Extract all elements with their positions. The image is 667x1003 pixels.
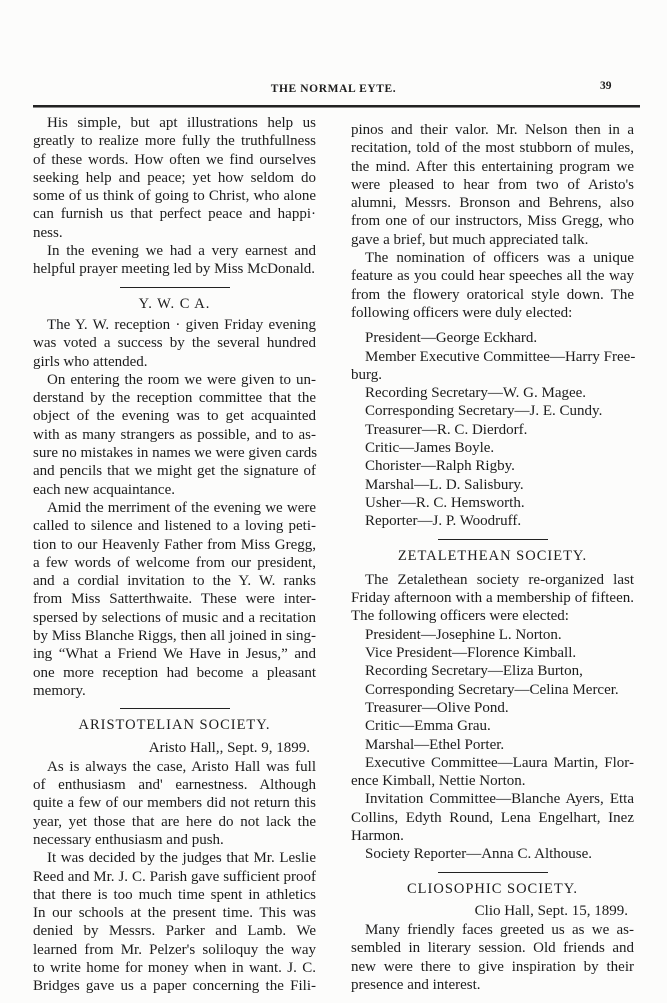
text-line: memory. bbox=[33, 682, 86, 699]
text-line: object of the evening was to get acquainted bbox=[33, 408, 316, 425]
dateline: Clio Hall, Sept. 15, 1899. bbox=[474, 902, 628, 919]
text-line: quite a few of our members did not return this bbox=[33, 795, 316, 812]
running-head-title: THE NORMAL EYTE. bbox=[270, 83, 397, 95]
paragraph bbox=[351, 402, 634, 420]
text-line: ence Kimball, Nettie Norton. bbox=[351, 773, 526, 790]
text-line: alumni, Messrs. Bronson and Behrens, also bbox=[351, 195, 634, 212]
section-divider bbox=[438, 872, 548, 873]
text-line: His simple, but apt illustrations help us bbox=[47, 115, 316, 131]
section-heading: ARISTOTELIAN SOCIETY. bbox=[78, 717, 271, 734]
left-column bbox=[33, 114, 316, 996]
text-line: Critic—Emma Grau. bbox=[365, 718, 491, 735]
text-line: tion to our Heavenly Father from Miss Gregg, bbox=[33, 536, 316, 553]
dateline: Aristo Hall,, Sept. 9, 1899. bbox=[148, 739, 310, 756]
paragraph bbox=[351, 457, 634, 475]
text-line: The nomination of officers was a unique bbox=[365, 250, 634, 267]
text-line: Chorister—Ralph Rigby. bbox=[365, 458, 515, 475]
text-line: Usher—R. C. Hemsworth. bbox=[365, 494, 525, 511]
text-line: Amid the merriment of the evening we were bbox=[47, 499, 316, 516]
paragraph bbox=[351, 754, 634, 791]
text-line: greatly to realize more fully the truthfullness bbox=[33, 133, 316, 150]
text-line: sembled in literary session. Old friends and bbox=[351, 940, 634, 957]
text-line: Harmon. bbox=[351, 827, 404, 844]
right-column bbox=[351, 121, 634, 994]
text-line: spersed by selections of music and a recitation bbox=[33, 609, 316, 626]
paragraph bbox=[351, 699, 634, 717]
paragraph bbox=[351, 662, 634, 680]
paragraph bbox=[33, 758, 316, 849]
text-line: girls who attended. bbox=[33, 353, 148, 370]
text-line: each new acquaintance. bbox=[33, 481, 175, 498]
paragraph bbox=[351, 626, 634, 644]
paragraph bbox=[351, 845, 634, 863]
paragraph bbox=[351, 249, 634, 322]
section-divider bbox=[438, 539, 548, 540]
text-line: Marshal—Ethel Porter. bbox=[365, 736, 505, 753]
paragraph bbox=[351, 384, 634, 402]
text-line: Vice President—Florence Kimball. bbox=[365, 645, 577, 662]
text-line: recitation, told of the most stubborn of mules, bbox=[351, 140, 634, 157]
paragraph bbox=[351, 681, 634, 699]
text-line: called to silence and listened to a loving peti- bbox=[33, 518, 316, 535]
text-line: Marshal—L. D. Salisbury. bbox=[365, 476, 524, 493]
text-line: one more reception had become a pleasant bbox=[33, 664, 316, 681]
paragraph bbox=[33, 316, 316, 371]
paragraph bbox=[33, 114, 316, 242]
text-line: presence and interest. bbox=[351, 977, 481, 994]
text-line: Society Reporter—Anna C. Althouse. bbox=[365, 846, 593, 863]
text-line: new were there to give inspiration by their bbox=[351, 958, 634, 975]
paragraph bbox=[351, 790, 634, 845]
text-line: Member Executive Committee—Harry Free- bbox=[365, 348, 636, 365]
text-line: derstand by the reception committee that the bbox=[33, 390, 316, 407]
text-line: learned from Mr. Pelzer's soliloquy the way bbox=[33, 941, 316, 958]
section-heading: Y. W. C A. bbox=[138, 295, 211, 312]
text-line: that there is too much time spent in athletics bbox=[33, 886, 316, 903]
paragraph bbox=[33, 849, 316, 995]
text-line: necessary enthusiasm and push. bbox=[33, 831, 224, 848]
paragraph bbox=[351, 329, 634, 347]
text-line: can furnish us that perfect peace and happi· bbox=[33, 206, 316, 223]
paragraph bbox=[351, 512, 634, 530]
paragraph bbox=[351, 571, 634, 626]
text-line: As is always the case, Aristo Hall was full bbox=[47, 758, 316, 775]
text-line: Collins, Edyth Round, Lena Engelhart, Inez bbox=[351, 809, 634, 826]
text-line: a few words of welcome from our president, bbox=[33, 554, 316, 571]
paragraph bbox=[351, 717, 634, 735]
paragraph bbox=[351, 348, 634, 385]
text-line: President—George Eckhard. bbox=[365, 330, 538, 347]
text-line: was voted a success by the several hundred bbox=[33, 335, 316, 352]
text-line: seeking help and peace; yet how seldom do bbox=[33, 169, 316, 186]
text-line: from one of our instructors, Miss Gregg, who bbox=[351, 213, 634, 230]
text-line: some of us think of going to Christ, who alone bbox=[33, 188, 316, 205]
text-line: denied by Messrs. Parker and Lamb. We bbox=[33, 923, 316, 940]
text-line: Reporter—J. P. Woodruff. bbox=[365, 513, 522, 530]
text-line: The Y. W. reception · given Friday evening bbox=[47, 316, 316, 333]
page-number: 39 bbox=[600, 80, 612, 92]
text-line: of these words. How often we find ourselves bbox=[33, 151, 316, 168]
paragraph bbox=[351, 736, 634, 754]
section-heading: ZETALETHEAN SOCIETY. bbox=[397, 547, 588, 564]
text-line: following officers were duly elected: bbox=[351, 304, 573, 321]
text-line: Reed and Mr. J. C. Parish gave sufficient proof bbox=[33, 868, 316, 885]
text-line: Friday afternoon with a membership of fifteen. bbox=[351, 590, 634, 607]
text-line: Treasurer—Olive Pond. bbox=[365, 699, 509, 716]
text-line: Critic—James Boyle. bbox=[365, 440, 495, 457]
paragraph bbox=[351, 476, 634, 494]
text-line: helpful prayer meeting led by Miss McDonald. bbox=[33, 261, 316, 278]
text-line: ing “What a Friend We Have in Jesus,” and bbox=[33, 646, 316, 663]
section-heading: CLIOSOPHIC SOCIETY. bbox=[406, 880, 578, 897]
text-line: sure no mistakes in names we were given cards bbox=[33, 445, 318, 462]
text-line: by Miss Blanche Riggs, then all joined in sing- bbox=[33, 628, 316, 645]
text-line: burg. bbox=[351, 366, 382, 383]
text-line: In our schools at the present time. This was bbox=[33, 905, 316, 922]
text-line: Executive Committee—Laura Martin, Flor- bbox=[365, 754, 634, 771]
text-line: were pleased to hear from two of Aristo's bbox=[351, 176, 634, 193]
text-line: It was decided by the judges that Mr. Leslie bbox=[47, 850, 316, 867]
paragraph bbox=[33, 499, 316, 700]
text-line: Bridges gave us a paper concerning the Fili- bbox=[33, 978, 316, 995]
section-divider bbox=[120, 287, 230, 288]
text-line: Corresponding Secretary—J. E. Cundy. bbox=[365, 403, 603, 420]
header-rule bbox=[33, 105, 640, 108]
text-line: year, yet those that are here do not lack the bbox=[33, 813, 316, 830]
text-line: gave a brief, but much appreciated talk. bbox=[351, 231, 589, 248]
text-line: On entering the room we were given to un- bbox=[47, 371, 316, 388]
text-line: feature as you could hear speeches all the way bbox=[351, 268, 634, 285]
text-line: The following officers were elected: bbox=[351, 608, 569, 625]
text-line: and a cordial invitation to the Y. W. ranks bbox=[33, 573, 316, 590]
text-line: Corresponding Secretary—Celina Mercer. bbox=[365, 681, 619, 698]
paragraph bbox=[351, 644, 634, 662]
text-line: ness. bbox=[33, 224, 63, 241]
text-line: to write home for money when in want. J. C. bbox=[33, 960, 316, 977]
section-divider bbox=[120, 708, 230, 709]
text-line: The Zetalethean society re-organized last bbox=[365, 571, 634, 588]
paragraph bbox=[351, 921, 634, 994]
text-line: President—Josephine L. Norton. bbox=[365, 626, 562, 643]
text-line: of enthusiasm and' earnestness. Although bbox=[33, 777, 316, 794]
paragraph bbox=[351, 121, 634, 249]
text-line: the mind. After this entertaining program we bbox=[351, 158, 634, 175]
text-line: pinos and their valor. Mr. Nelson then in a bbox=[351, 122, 634, 138]
paragraph bbox=[33, 371, 316, 499]
text-line: Recording Secretary—W. G. Magee. bbox=[365, 385, 587, 402]
paragraph bbox=[33, 242, 316, 279]
text-line: Invitation Committee—Blanche Ayers, Etta bbox=[365, 791, 634, 808]
text-line: and pencils that we might get the signature of bbox=[33, 463, 316, 480]
paragraph bbox=[351, 421, 634, 439]
text-line: In the evening we had a very earnest and bbox=[47, 243, 316, 260]
text-line: with as many strangers as possible, and to as- bbox=[33, 426, 316, 443]
text-line: Treasurer—R. C. Dierdorf. bbox=[365, 421, 528, 438]
paragraph bbox=[351, 494, 634, 512]
text-line: Many friendly faces greeted us as we as- bbox=[365, 922, 634, 939]
text-line: from Miss Satterthwaite. These were inter- bbox=[33, 591, 316, 608]
text-line: from the flowery oratorical style down. The bbox=[351, 286, 634, 303]
paragraph bbox=[351, 439, 634, 457]
text-line: Recording Secretary—Eliza Burton, bbox=[365, 663, 583, 680]
